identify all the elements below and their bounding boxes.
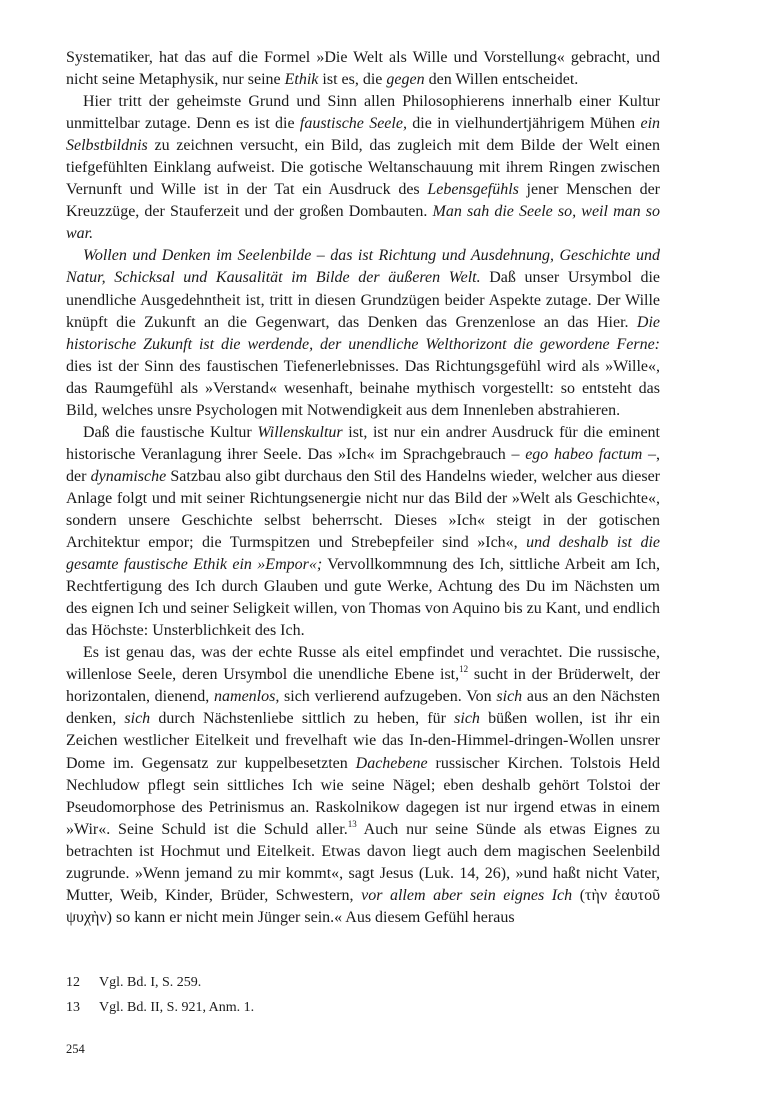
footnote-number: 12: [66, 975, 80, 990]
italic-text: ein Selbstbildnis: [66, 115, 661, 155]
text-run: zu zeichnen versucht, ein Bild, das zugleich mit dem Bilde der Welt einen tiefgefühlten Einklang aufweist. Die gotische Weltanschauung mit ihrem Ringen zwischen Vernunft und Wille ist in der Tat ein Ausdruck des: [66, 137, 660, 199]
text-run: Hier tritt der geheimste Grund und Sinn allen Philosophierens innerhalb einer Kultur unmittelbar zutage. Denn es ist die: [66, 93, 660, 133]
italic-text: Lebensgefühls: [427, 181, 519, 199]
text-run: Daß unser Ursymbol die unendliche Ausgedehntheit ist, tritt in diesen Grundzügen beider Aspekte zutage. Der Wille knüpft die Zukunft an die Gegenwart, das Denken das Grenzenlose an das Hier.: [66, 269, 660, 331]
paragraph: [66, 91, 660, 245]
footnote-text: Vgl. Bd. II, S. 921, Anm. 1.: [99, 1000, 255, 1015]
text-run: sucht in der Brüderwelt, der horizontalen, dienend,: [66, 666, 660, 706]
footnotes: [66, 975, 660, 1025]
text-run: dies ist der Sinn des faustischen Tiefenerlebnisses. Das Richtungsgefühl wird als »Wille«, das Raumgefühl als »Verstand« wesenhaft, beinahe mythisch vorgestellt: so entsteht das Bild, welches unsre Psychologen mit Notwendigkeit aus dem Innenleben abstrahieren.: [66, 357, 660, 419]
body-text: [66, 47, 660, 929]
text-run: Satzbau also gibt durchaus den Stil des Handelns wieder, welcher aus dieser Anlage folgt und mit seiner Richtungsenergie nicht nur das Bild der »Welt als Geschichte«, sondern unsere Geschichte selbst beherrscht. Dieses »Ich« steigt in der gotischen Architektur empor; die Turmspitzen und Strebepfeiler sind »Ich«,: [66, 467, 661, 552]
text-run: –, der: [66, 445, 660, 485]
footnote: [66, 1000, 660, 1016]
italic-text: Die historische Zukunft ist die werdende, der unendliche Welthorizont die gewordene Ferne:: [66, 313, 660, 353]
paragraph: [66, 245, 660, 421]
text-run: sich verlierend aufzugeben. Von: [279, 688, 497, 706]
text-run: Vervollkommnung des Ich, sittliche Arbeit am Ich, Rechtfertigung des Ich durch Glauben und gute Werke, Achtung des Du im Nächsten um des eignen Ich und seiner Seligkeit willen, von Thomas von Aquino bis zu Kant, und endlich das Höchste: Unsterblichkeit des Ich.: [66, 556, 660, 640]
text-run: aus an den Nächsten denken,: [66, 688, 661, 728]
text-run: die in vielhundertjährigem Mühen: [406, 115, 641, 133]
text-run: Daß die faustische Kultur: [83, 423, 258, 441]
italic-text: vor allem aber sein eignes Ich: [361, 886, 573, 904]
footnote-text: Vgl. Bd. I, S. 259.: [99, 975, 202, 990]
paragraph: [66, 422, 660, 642]
italic-text: sich: [496, 688, 523, 706]
page-number: 254: [66, 1042, 85, 1056]
italic-text: namenlos,: [214, 688, 280, 706]
italic-text: und deshalb ist die gesamte faustische Ethik ein »Empor«;: [66, 534, 661, 574]
text-run: den Willen entscheidet.: [424, 71, 579, 89]
text-run: Systematiker, hat das auf die Formel »Die Welt als Wille und Vorstellung« gebracht, und nicht seine Metaphysik, nur seine: [66, 49, 660, 89]
italic-text: Wollen und Denken im Seelenbilde – das ist Richtung und Ausdehnung, Geschichte und Natur, Schicksal und Kausalität im Bilde der äußeren Welt.: [66, 247, 660, 287]
paragraph: [66, 47, 660, 91]
footnote-number: 13: [66, 1000, 80, 1015]
text-run: durch Nächstenliebe sittlich zu heben, für: [150, 710, 455, 728]
text-run: Es ist genau das, was der echte Russe als eitel empfindet und verachtet. Die russische, willenlose Seele, deren Ursymbol die unendliche Ebene ist,: [66, 644, 660, 684]
italic-text: faustische Seele,: [299, 115, 407, 133]
text-run: ist es, die: [318, 71, 387, 89]
text-run: (τὴν ἑαυτοῦ ψυχὴν) so kann er nicht mein Jünger sein.« Aus diesem Gefühl heraus: [66, 886, 660, 926]
italic-text: Willenskultur: [257, 423, 343, 441]
paragraph: [66, 642, 660, 929]
italic-text: Man sah die Seele so, weil man so war.: [66, 203, 660, 243]
text-run: Auch nur seine Sünde als etwas Eignes zu betrachten ist Hochmut und Eitelkeit. Etwas davon liegt auch dem magischen Seelenbild zugrunde. »Wenn jemand zu mir kommt«, sagt Jesus (Luk. 14, 26), »und haßt nicht Vater, Mutter, Weib, Kinder, Brüder, Schwestern,: [66, 820, 661, 904]
italic-text: sich: [124, 710, 151, 728]
italic-text: ego habeo factum: [525, 445, 643, 463]
italic-text: gegen: [386, 71, 425, 89]
italic-text: Ethik: [284, 71, 319, 89]
text-run: büßen wollen, ist ihr ein Zeichen westlicher Eitelkeit und frevelhaft wie das In-den-Himmel-dringen-Wollen unsrer Dome im. Gegensatz zur kuppelbesetzten: [66, 710, 660, 772]
footnote: [66, 975, 660, 991]
footnote-reference: 12: [459, 664, 469, 675]
italic-text: Dachebene: [355, 754, 428, 772]
text-run: jener Menschen der Kreuzzüge, der Stauferzeit und der großen Dombauten.: [66, 181, 661, 221]
text-run: ist, ist nur ein andrer Ausdruck für die eminent historische Veranlagung ihrer Seele. Das »Ich« im Sprachgebrauch –: [66, 423, 661, 463]
italic-text: dynamische: [90, 467, 167, 485]
text-run: russischer Kirchen. Tolstois Held Nechludow pflegt sein sittliches Ich wie seine Nägel; eben deshalb gehört Tolstoi der Pseudomorphose des Petrinismus an. Raskolnikow dagegen ist nur irgend etwas in einem »Wir«. Seine Schuld ist die Schuld aller.: [66, 754, 660, 838]
footnote-reference: 13: [347, 818, 357, 829]
italic-text: sich: [454, 710, 480, 728]
